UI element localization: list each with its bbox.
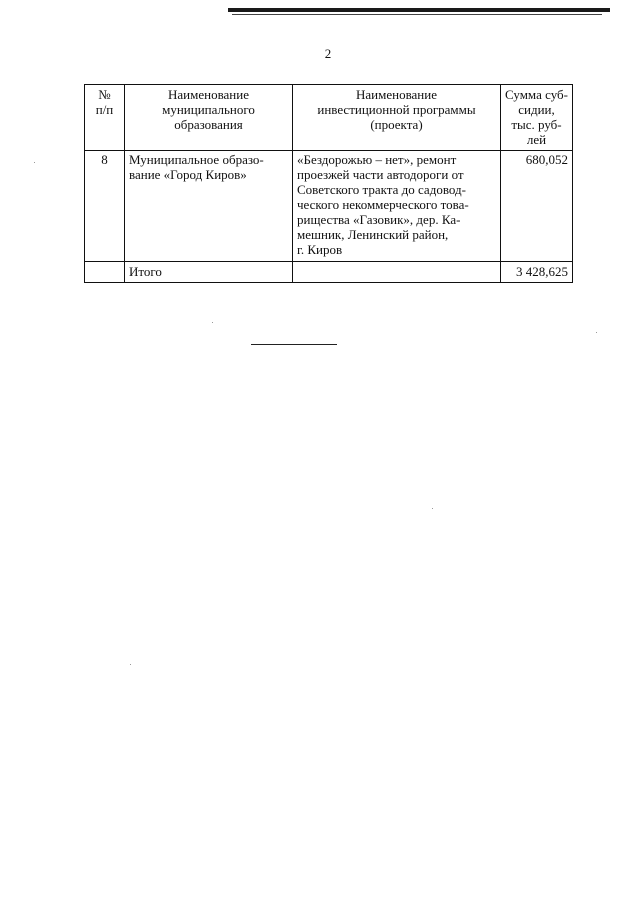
subsidy-table (84, 84, 573, 283)
total-row (85, 262, 573, 283)
scan-edge-mark-thin (232, 14, 602, 15)
header-municipality: Наименование муниципального образования (125, 85, 293, 151)
scan-edge-mark (228, 8, 610, 12)
row-num: 8 (85, 151, 125, 262)
total-program-cell (293, 262, 501, 283)
total-sum: 3 428,625 (501, 262, 573, 283)
scan-speck (212, 322, 213, 323)
header-program: Наименование инвестиционной программы (проекта) (293, 85, 501, 151)
closing-rule (251, 344, 337, 345)
scan-speck (130, 664, 131, 665)
total-label: Итого (125, 262, 293, 283)
row-municipality: Муниципальное образо- вание «Город Киров» (125, 151, 293, 262)
page-number: 2 (324, 46, 332, 61)
scan-speck (432, 508, 433, 509)
scan-speck (34, 162, 35, 163)
table-header-row (85, 85, 573, 151)
row-sum: 680,052 (501, 151, 573, 262)
total-num-cell (85, 262, 125, 283)
header-sum: Сумма суб- сидии, тыс. руб- лей (501, 85, 573, 151)
row-program: «Бездорожью – нет», ремонт проезжей части автодороги от Советского тракта до садовод- ческого некоммерческого това- рищества «Газовик», дер. Ка- мешник, Ленинский район, г. Киров (293, 151, 501, 262)
scan-speck (596, 332, 597, 333)
header-num: № п/п (85, 85, 125, 151)
table-row (85, 151, 573, 262)
